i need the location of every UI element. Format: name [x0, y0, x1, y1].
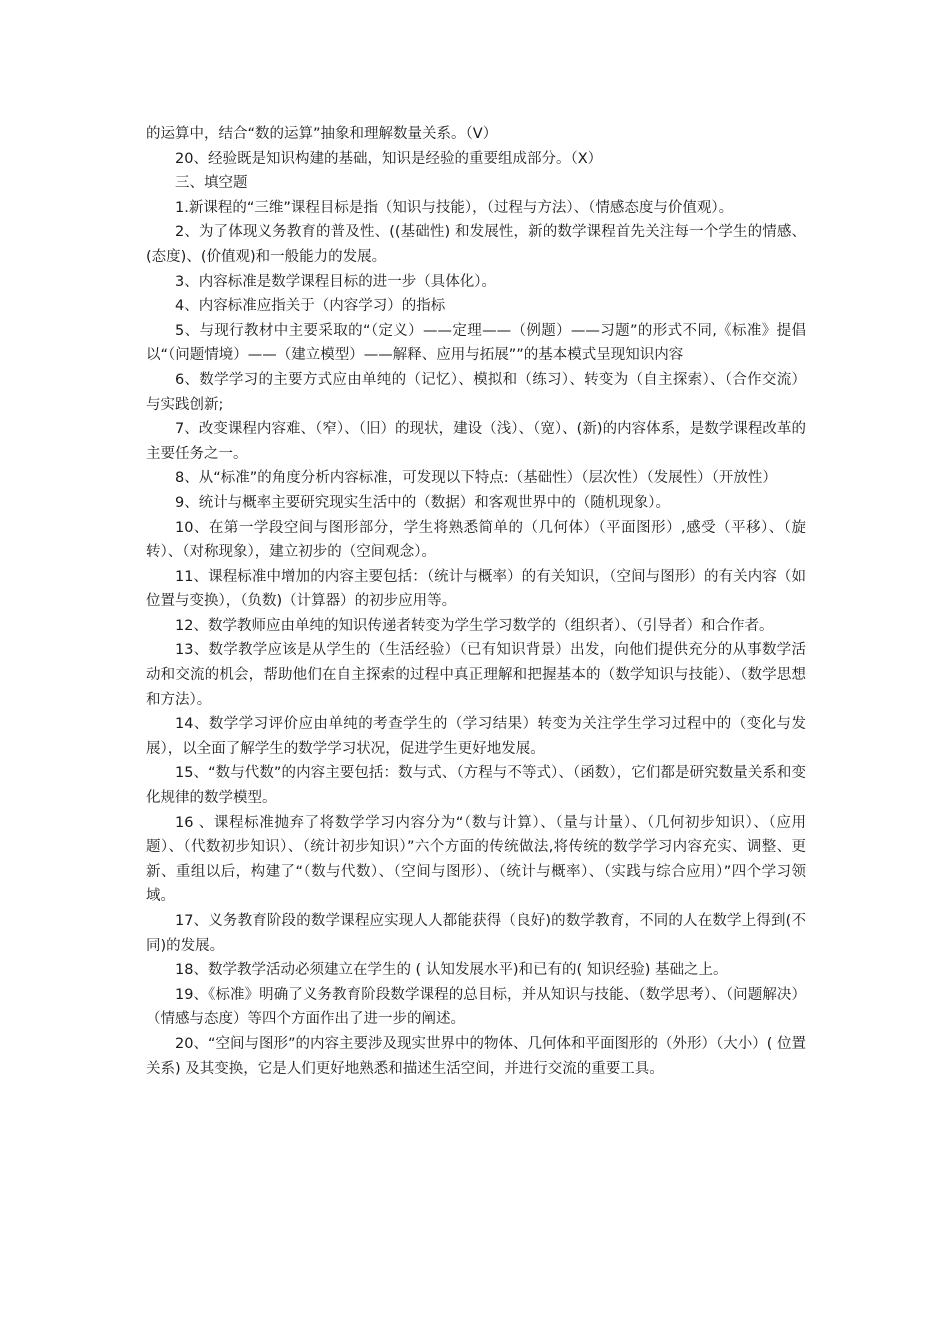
- fill-in-item-17: 17、义务教育阶段的数学课程应实现人人都能获得（良好)的数学教育，不同的人在数学上得到(不同)的发展。: [146, 913, 806, 954]
- fill-in-item-9: 9、统计与概率主要研究现实生活中的（数据）和客观世界中的（随机现象）。: [175, 494, 670, 511]
- fill-in-item-12: 12、数学教师应由单纯的知识传递者转变为学生学习数学的（组织者）、（引导者）和合作者。: [175, 617, 774, 634]
- fill-in-item-11: 11、课程标准中增加的内容主要包括：（统计与概率）的有关知识，（空间与图形）的有关内容（如位置与变换），（负数)（计算器）的初步应用等。: [146, 568, 806, 610]
- document-body: [146, 122, 806, 1081]
- fill-in-item-20: 20、“空间与图形”的内容主要涉及现实世界中的物体、几何体和平面图形的（外形）（大小）( 位置关系) 及其变换，它是人们更好地熟悉和描述生活空间，并进行交流的重要工具。: [146, 1035, 806, 1077]
- fill-in-item-3: 3、内容标准是数学课程目标的进一步（具体化）。: [175, 273, 496, 290]
- fill-in-item-15: 15、“数与代数”的内容主要包括：数与式、（方程与不等式）、（函数），它们都是研究数量关系和变化规律的数学模型。: [146, 765, 806, 807]
- section-heading-fill-in: 三、填空题: [175, 175, 248, 192]
- fill-in-item-19: 19、《标准》明确了义务教育阶段数学课程的总目标，并从知识与技能、（数学思考）、（问题解决）（情感与态度）等四个方面作出了进一步的阐述。: [146, 986, 806, 1028]
- fill-in-item-5: 5、与现行教材中主要采取的“（定义）——定理——（例题）——习题”的形式不同,《标准》提倡以“（问题情境）——（建立模型）——解释、应用与拓展””的基本模式呈现知识内容: [146, 322, 806, 364]
- fill-in-item-14: 14、数学学习评价应由单纯的考查学生的（学习结果）转变为关注学生学习过程中的（变化与发展），以全面了解学生的数学学习状况，促进学生更好地发展。: [146, 716, 806, 757]
- fill-in-item-13: 13、数学教学应该是从学生的（生活经验）（已有知识背景）出发，向他们提供充分的从事数学活动和交流的机会，帮助他们在自主探索的过程中真正理解和把握基本的（数学知识与技能）、（数学思想和方法）。: [146, 642, 806, 708]
- fill-in-item-8: 8、从“标准”的角度分析内容标准，可发现以下特点:（基础性）（层次性）（发展性）（开放性）: [175, 470, 777, 487]
- fill-in-item-2: 2、为了体现义务教育的普及性、((基础性) 和发展性，新的数学课程首先关注每一个学生的情感、(态度)、(价值观)和一般能力的发展。: [146, 224, 806, 265]
- fill-in-item-18: 18、数学教学活动必须建立在学生的 ( 认知发展水平)和已有的( 知识经验) 基础之上。: [175, 962, 728, 979]
- paragraph-continued: 的运算中，结合“数的运算”抽象和理解数量关系。（V）: [146, 126, 498, 142]
- fill-in-item-1: 1.新课程的“三维”课程目标是指（知识与技能），（过程与方法）、（情感态度与价值观）。: [175, 199, 734, 216]
- fill-in-item-10: 10、在第一学段空间与图形部分，学生将熟悉简单的（几何体）（平面图形）,感受（平移）、（旋转）、（对称现象），建立初步的（空间观念）。: [146, 519, 806, 561]
- fill-in-item-6: 6、数学学习的主要方式应由单纯的（记忆）、模拟和（练习）、转变为（自主探索）、（合作交流）与实践创新;: [146, 371, 806, 413]
- fill-in-item-16: 16 、课程标准抛弃了将数学学习内容分为“（数与计算）、（量与计量）、（几何初步知识）、（应用题）、（代数初步知识）、（统计初步知识）”六个方面的传统做法,将传统的数学学习内容充实、调整、更新、重组以后，构建了“（数与代数）、（空间与图形）、（统计与概率）、（实践与综合应用）”四个学习领域。: [146, 814, 806, 905]
- fill-in-item-4: 4、内容标准应指关于（内容学习）的指标: [175, 298, 446, 315]
- fill-in-item-7: 7、改变课程内容难、（窄）、（旧）的现状，建设（浅）、（宽）、(新)的内容体系，是数学课程改革的主要任务之一。: [146, 421, 806, 462]
- true-false-item-20: 20、经验既是知识构建的基础，知识是经验的重要组成部分。（X）: [175, 150, 603, 167]
